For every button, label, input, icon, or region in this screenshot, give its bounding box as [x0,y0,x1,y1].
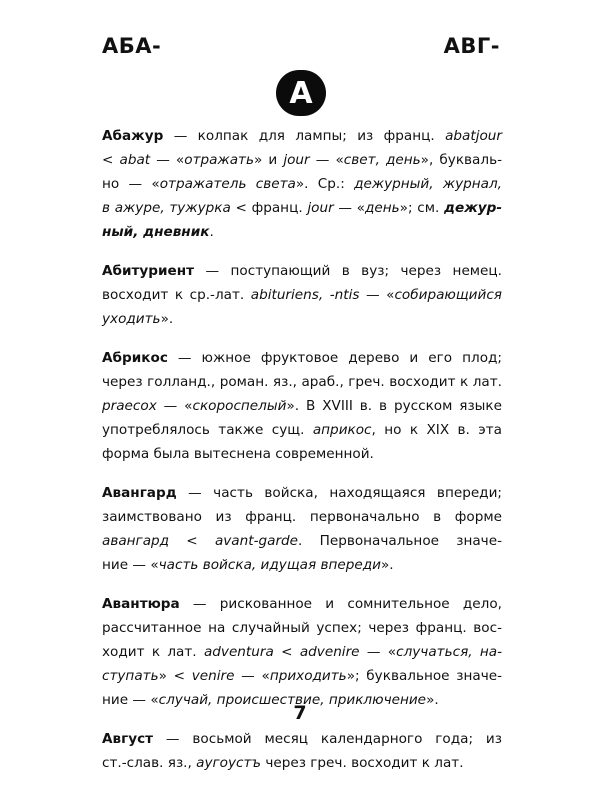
entry-text: — поступающий в вуз; через немец. [194,263,502,279]
entry-text: < [169,533,215,549]
dictionary-entry [102,592,502,712]
entry-line [102,124,502,148]
entry-term: отражатель света [159,176,296,192]
entry-text: — « [156,398,193,414]
entry-text: через греч. восходит к лат. [261,755,464,771]
entry-text: ст.-слав. яз., [102,755,197,771]
entry-text: ходит к лат. [102,644,204,660]
entry-line [102,592,502,616]
running-head-left: АБА- [102,34,162,58]
entry-term: ный, дневник [102,224,210,240]
entry-line [102,370,502,394]
entry-line [102,481,502,505]
entry-term: abatjour [445,128,502,144]
entry-text: , но к XIX в. эта [371,422,502,438]
entry-text: < [102,152,120,168]
entry-text: заимствовано из франц. первоначально в форме [102,509,502,525]
entry-text: — восьмой месяц календарного года; из [153,731,502,747]
entry-line [102,196,502,220]
entry-text: употреблялось также сущ. [102,422,313,438]
entry-text: — « [234,668,270,684]
entry-line [102,664,502,688]
entry-line [102,442,502,466]
entry-text: . [209,224,214,240]
running-head-right: АВГ- [443,34,500,58]
entry-term: praecox [102,398,157,414]
entry-term: априкос [312,422,372,438]
entry-text: — « [309,152,344,168]
entry-text: но — « [102,176,160,192]
entry-text: ». [160,311,174,327]
dictionary-entries [102,124,502,790]
dictionary-entry [102,259,502,331]
entry-line [102,283,502,307]
entry-headword: Абажур [102,128,164,144]
entry-text: ». В XVIII в. в русском языке [286,398,502,414]
entry-term: ступать [102,668,159,684]
entry-line [102,220,502,244]
entry-line [102,259,502,283]
entry-term: случаться, на- [396,644,503,660]
entry-text: < [273,644,300,660]
entry-headword: Абрикос [102,350,168,366]
entry-text: ние — « [102,557,159,573]
entry-line [102,640,502,664]
entry-text: ». Ср.: [295,176,355,192]
entry-text: — « [150,152,185,168]
entry-term: jour [307,200,334,216]
entry-text: ». [426,692,439,708]
entry-text: ние — « [102,692,159,708]
entry-text: — « [359,644,397,660]
entry-text: — южное фруктовое дерево и его плод; [167,350,502,366]
entry-line [102,394,502,418]
entry-term: jour [283,152,310,168]
entry-text: форма была вытеснена современной. [102,446,374,462]
entry-line [102,616,502,640]
entry-term: часть войска, идущая впереди [158,557,381,573]
entry-text: — колпак для лампы; из франц. [163,128,446,144]
entry-text: », букваль- [420,152,502,168]
dictionary-entry [102,346,502,466]
entry-text: < франц. [230,200,308,216]
entry-text: — « [359,287,395,303]
entry-term: avant-garde [214,533,299,549]
entry-term: случай, происшествие, приключение [158,692,427,708]
entry-term: приходить [269,668,347,684]
entry-headword: Август [102,731,154,747]
entry-line [102,529,502,553]
entry-term: abituriens, -ntis [250,287,360,303]
entry-text: »; буквальное значе- [346,668,502,684]
entry-text: через голланд., роман. яз., араб., греч. восходит к лат. [102,374,502,390]
entry-term: отражать [184,152,254,168]
entry-text: » < [158,668,192,684]
entry-line [102,727,502,751]
entry-term: аугоустъ [196,755,262,771]
page-number: 7 [293,702,307,724]
entry-text: восходит к ср.-лат. [102,287,251,303]
entry-term: свет, день [343,152,421,168]
entry-term: advenire [299,644,360,660]
entry-text: »; см. [399,200,445,216]
entry-line [102,751,502,775]
entry-term: скороспелый [192,398,287,414]
entry-text: — « [333,200,365,216]
entry-text: — рискованное и сомнительное дело, [179,596,502,612]
entry-headword: Авангард [102,485,177,501]
entry-term: abat [119,152,151,168]
entry-text: . Первоначальное значе- [298,533,502,549]
entry-line [102,418,502,442]
entry-line [102,505,502,529]
entry-term: авангард [102,533,170,549]
entry-term: в ажуре, тужурка [102,200,231,216]
entry-headword: Авантюра [102,596,180,612]
entry-term: собирающийся [394,287,502,303]
dictionary-entry [102,727,502,775]
entry-term: venire [191,668,235,684]
entry-term: adventura [203,644,274,660]
entry-line [102,553,502,577]
entry-term: дежур- [444,200,503,216]
entry-term: день [365,200,400,216]
entry-line [102,172,502,196]
section-letter: А [289,75,313,111]
dictionary-entry [102,124,502,244]
entry-line [102,307,502,331]
entry-line [102,148,502,172]
entry-text: ». [380,557,394,573]
entry-text: — часть войска, находящаяся впереди; [176,485,502,501]
entry-term: уходить [102,311,161,327]
entry-text: » и [253,152,284,168]
entry-text: рассчитанное на случайный успех; через франц. вос- [102,620,502,636]
entry-term: дежурный, журнал, [354,176,502,192]
entry-line [102,346,502,370]
entry-headword: Абитуриент [102,263,195,279]
dictionary-entry [102,481,502,577]
section-letter-badge [276,70,326,116]
